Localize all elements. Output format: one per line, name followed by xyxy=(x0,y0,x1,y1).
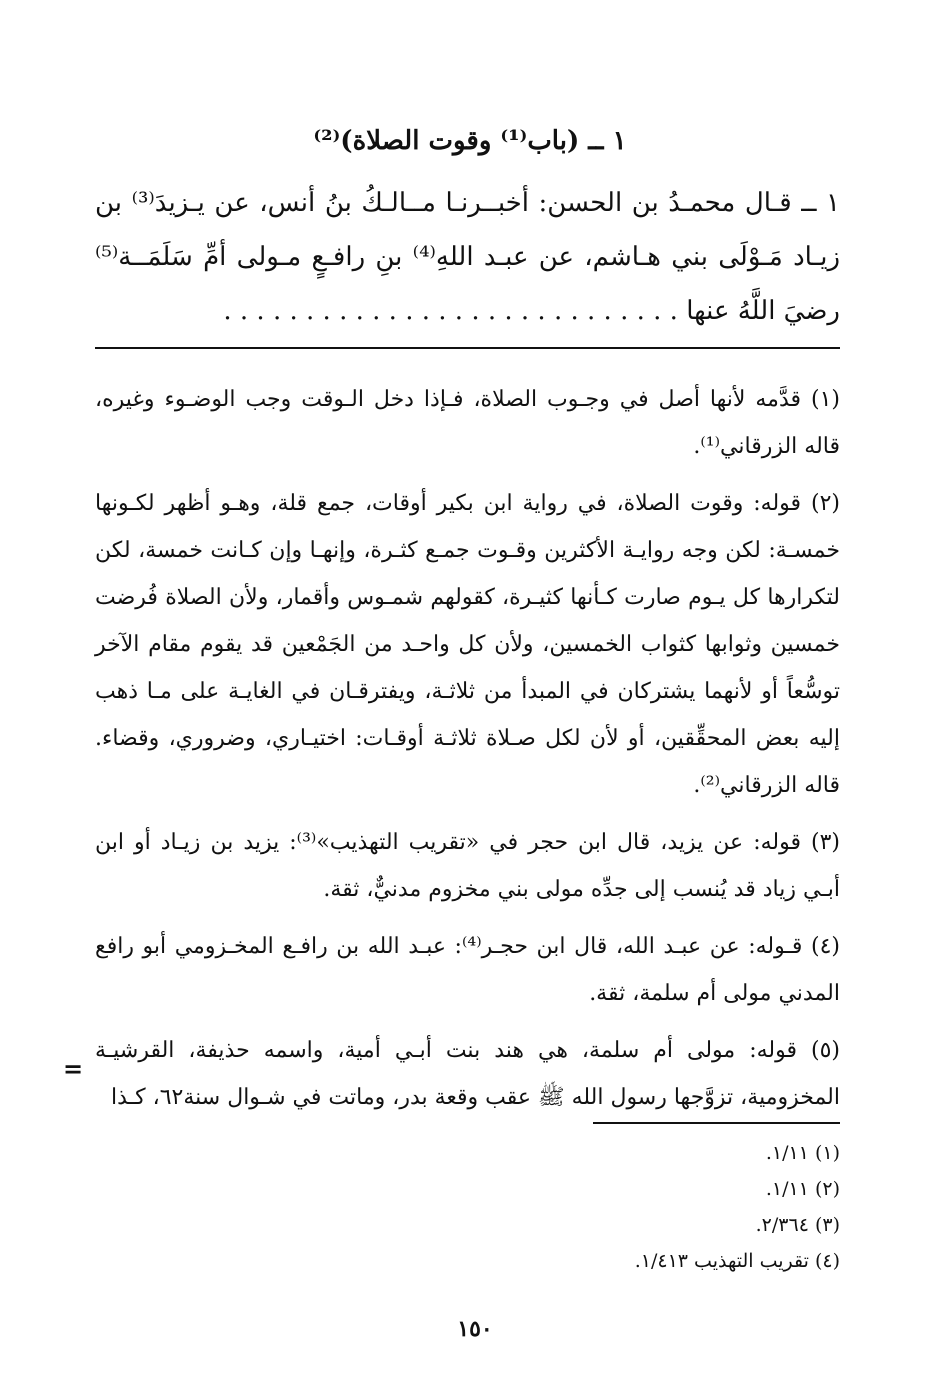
commentary-notes xyxy=(95,376,840,1131)
footnote-1: (١) ١/١١. xyxy=(765,1142,840,1164)
footnote-3: (٣) ٢/٣٦٤. xyxy=(755,1214,840,1236)
commentary-note-2: (٢) قوله: وقوت الصلاة، في رواية ابن بكير أوقات، جمع قلة، وهـو أظهر لكـونها خمسـة: لكن وجه روايـة الأكثرين وقـوت جمـع كثـرة، وإنهـا وإن كـانت خمسة، لكن لتكرارها كل يـوم صارت كـأنها كثيـرة، كقولهم شمـوس وأقمار، ولأن الصلاة فُرضت خمسين وثوابها كثواب الخمسين، ولأن كل واحـد من الجَمْعين قد يقوم مقام الآخر توسُّعاً أو لأنهما يشتركان في المبدأ من ثلاثـة، ويفترقـان في الغايـة على مـا ذهب إليه بعض المحقِّقين، أو لأن لكل صـلاة ثلاثـة أوقـات: اختيـاري، وضروري، وقضاء. قاله الزرقاني⁽²⁾. xyxy=(95,491,840,798)
commentary-note-4: (٤) قـوله: عن عبـد الله، قال ابن حجـر⁽⁴⁾: عبـد الله بن رافـع المخـزومي أبو رافع المدني مولى أم سلمة، ثقة. xyxy=(95,934,841,1006)
chapter-title: ١ ــ (باب⁽¹⁾ وقوت الصلاة)⁽²⁾ xyxy=(313,126,627,156)
footnotes xyxy=(500,1135,840,1279)
commentary-note-5: (٥) قوله: مولى أم سلمة، هي هند بنت أبـي أمية، واسمه حذيفة، القرشيـة المخزومية، تزوَّجها رسول الله ﷺ عقب وقعة بدر، وماتت في شـوال سنة٦٢، كـذا xyxy=(95,1038,840,1110)
hadith-text: ١ ــ قـال محمـدُ بن الحسن: أخبــرنـا مــالـكُ بنُ أنس، عن يـزيدَ⁽³⁾ بن زيـاد مَـوْلَى بني هـاشم، عن عبـد اللهِ⁽⁴⁾ بنِ رافـعٍ مـولى أمِّ سَلَمَــة⁽⁵⁾ رضيَ اللَّهُ عنها . . . . . . . . . . . . . . . . . . . . . . . . . . . . xyxy=(95,188,841,326)
footnote-4: (٤) تقريب التهذيب ١/٤١٣. xyxy=(634,1250,840,1272)
footnote-2: (٢) ١/١١. xyxy=(765,1178,840,1200)
commentary-note-3: (٣) قوله: عن يزيد، قال ابن حجر في «تقريب التهذيب»⁽³⁾: يزيد بن زيـاد أو ابن أبـي زياد قد يُنسب إلى جدِّه مولى بني مخزوم مدنيٌّ، ثقة. xyxy=(95,830,841,902)
commentary-note-1: (١) قدَّمه لأنها أصل في وجـوب الصلاة، فـإذا دخل الـوقت وجب الوضـوء وغيره، قاله الزرقاني⁽¹⁾. xyxy=(95,387,840,459)
continuation-mark: = xyxy=(63,1054,84,1083)
main-separator xyxy=(95,347,840,349)
page-number: ١٥٠ xyxy=(457,1316,493,1342)
footnote-separator xyxy=(593,1122,840,1124)
